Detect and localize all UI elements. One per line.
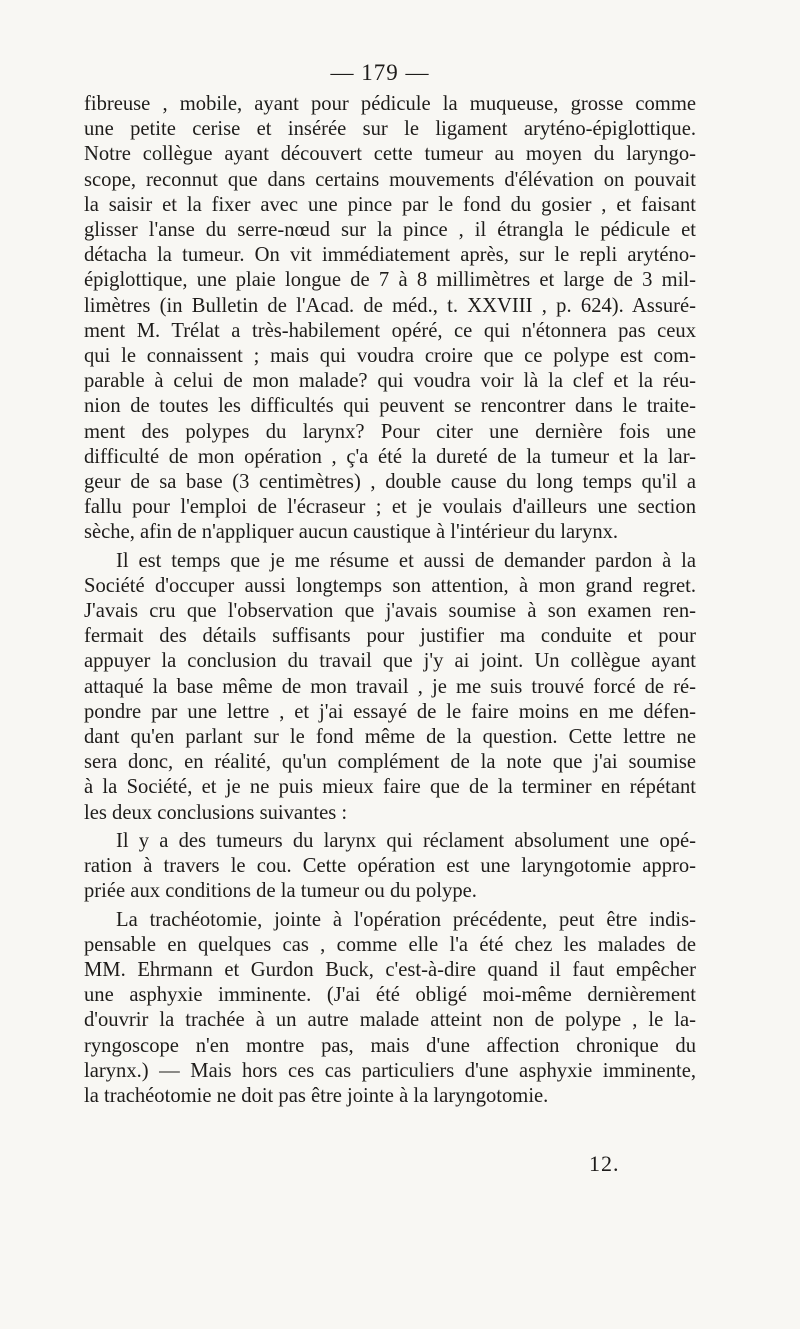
text-line: larynx.) — Mais hors ces cas particuliers d'une asphyxie imminente, — [84, 1059, 696, 1082]
text-line: pensable en quelques cas , comme elle l'a été chez les malades de — [84, 933, 696, 956]
text-line: scope, reconnut que dans certains mouvements d'élévation on pouvait — [84, 168, 696, 191]
text-line: ryngoscope n'en montre pas, mais d'une affection chronique du — [84, 1034, 696, 1057]
paragraph — [84, 829, 696, 905]
text-line: détacha la tumeur. On vit immédiatement après, sur le repli aryténo- — [84, 244, 696, 267]
text-line: une petite cerise et insérée sur le ligament aryténo-épiglottique. — [84, 118, 696, 141]
text-line: glisser l'anse du serre-nœud sur la pince , il étrangla le pédicule et — [84, 219, 696, 242]
text-line: les deux conclusions suivantes : — [84, 801, 348, 824]
body-text — [84, 92, 696, 1112]
paragraph — [84, 549, 696, 826]
text-line: geur de sa base (3 centimètres) , double cause du long temps qu'il a — [84, 471, 696, 494]
text-line: MM. Ehrmann et Gurdon Buck, c'est-à-dire quand il faut empêcher — [84, 958, 696, 981]
text-line: difficulté de mon opération , ç'a été la dureté de la tumeur et la lar- — [84, 445, 696, 468]
text-line: parable à celui de mon malade? qui voudra voir là la clef et la réu- — [84, 370, 696, 393]
text-line: priée aux conditions de la tumeur ou du polype. — [84, 880, 477, 903]
text-line: dant qu'en parlant sur le fond même de la question. Cette lettre ne — [84, 726, 696, 749]
text-line: fibreuse , mobile, ayant pour pédicule la muqueuse, grosse comme — [84, 93, 696, 115]
text-line: Il y a des tumeurs du larynx qui réclament absolument une opé- — [116, 829, 696, 852]
text-line: d'ouvrir la trachée à un autre malade atteint non de polype , le la- — [84, 1009, 696, 1032]
text-line: La trachéotomie, jointe à l'opération précédente, peut être indis- — [116, 908, 696, 931]
text-line: sèche, afin de n'appliquer aucun caustique à l'intérieur du larynx. — [84, 521, 619, 544]
text-line: fallu pour l'emploi de l'écraseur ; et je voulais d'ailleurs une section — [84, 496, 696, 519]
text-line: ment des polypes du larynx? Pour citer une dernière fois une — [84, 420, 696, 443]
text-line: nion de toutes les difficultés qui peuvent se rencontrer dans le traite- — [84, 395, 696, 418]
text-line: sera donc, en réalité, qu'un complément de la note que j'ai soumise — [84, 751, 696, 774]
text-line: à la Société, et je ne puis mieux faire que de la terminer en répétant — [84, 776, 696, 799]
signature-mark: 12. — [589, 1151, 620, 1176]
text-line: la saisir et la fixer avec une pince par le fond du gosier , et faisant — [84, 193, 696, 216]
text-line: fermait des détails suffisants pour justifier ma conduite et pour — [84, 625, 696, 648]
text-line: la trachéotomie ne doit pas être jointe à la laryngotomie. — [84, 1084, 549, 1107]
page-number: — 179 — — [330, 60, 430, 85]
text-line: Société d'occuper aussi longtemps son attention, à mon grand regret. — [84, 574, 696, 597]
text-line: limètres (in Bulletin de l'Acad. de méd., t. XXVIII , p. 624). Assuré- — [84, 294, 696, 317]
text-line: épiglottique, une plaie longue de 7 à 8 millimètres et large de 3 mil- — [84, 269, 696, 292]
paragraph — [84, 908, 696, 1110]
text-line: pondre par une lettre , et j'ai essayé de le faire moins en me défen- — [84, 700, 696, 723]
text-line: ration à travers le cou. Cette opération est une laryngotomie appro- — [84, 855, 696, 878]
text-line: Notre collègue ayant découvert cette tumeur au moyen du laryngo- — [84, 143, 696, 166]
text-line: appuyer la conclusion du travail que j'y ai joint. Un collègue ayant — [84, 650, 696, 673]
text-line: qui le connaissent ; mais qui voudra croire que ce polype est com- — [84, 345, 696, 368]
paragraph — [84, 92, 696, 546]
text-line: une asphyxie imminente. (J'ai été obligé moi-même dernièrement — [84, 984, 696, 1007]
text-line: Il est temps que je me résume et aussi de demander pardon à la — [116, 549, 696, 572]
text-line: ment M. Trélat a très-habilement opéré, ce qui n'étonnera pas ceux — [84, 319, 696, 342]
text-line: J'avais cru que l'observation que j'avais soumise à son examen ren- — [84, 600, 696, 623]
text-line: attaqué la base même de mon travail , je me suis trouvé forcé de ré- — [84, 675, 696, 698]
